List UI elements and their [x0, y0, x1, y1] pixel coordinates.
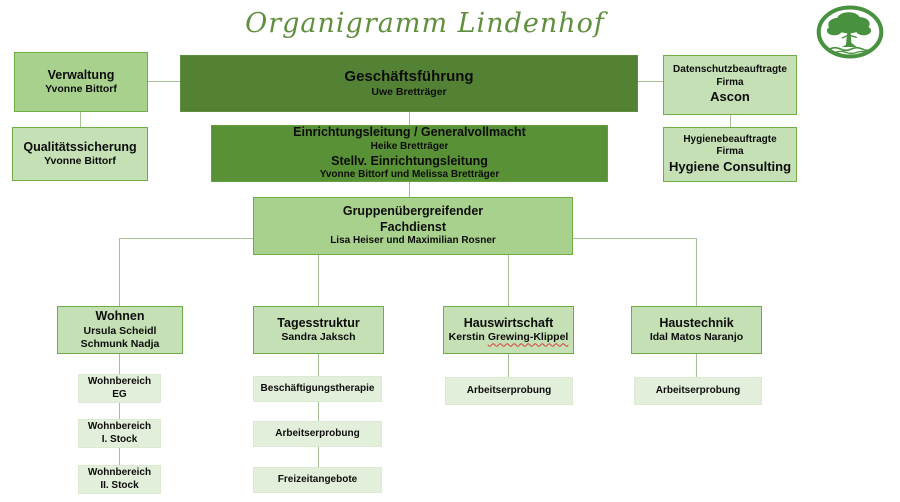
connector-datenschutz-hygiene: [730, 115, 731, 127]
org-box-arbeitserprobung-tagesstruktur: [253, 421, 382, 447]
box-person: [449, 331, 569, 344]
connector-drop-hauswirtschaft: [508, 255, 509, 306]
box-title: Einrichtungsleitung / Generalvollmacht: [293, 125, 526, 140]
box-title-line1: Gruppenübergreifender: [342, 204, 484, 219]
box-person: Heike Bretträger: [370, 141, 449, 152]
org-box-wohnbereich-2stock: [78, 465, 161, 494]
box-deputy-persons: Yvonne Bittorf und Melissa Bretträger: [319, 169, 500, 181]
box-person2: Schmunk Nadja: [80, 337, 160, 350]
connector-arbeit-freizeit: [318, 447, 319, 467]
box-person: Idal Matos Naranjo: [649, 331, 744, 344]
box-role: Datenschutzbeauftragte: [673, 64, 787, 76]
connector-hausw-arbeit: [508, 354, 509, 377]
box-title: Hauswirtschaft: [463, 315, 554, 330]
connector-drop-tagesstruktur: [318, 255, 319, 306]
org-box-wohnbereich-eg: [78, 374, 161, 403]
connector-verwaltung-qualitaet: [80, 112, 81, 127]
person-last-name-spellcheck: Grewing-Klippel: [487, 331, 569, 344]
org-box-arbeitserprobung-haustechnik: [634, 377, 762, 405]
box-deputy-title: Stellv. Einrichtungsleitung: [331, 153, 488, 168]
box-line2: I. Stock: [101, 433, 138, 445]
connector-haust-arbeit: [696, 354, 697, 377]
box-line1: Wohnbereich: [87, 421, 152, 432]
connector-eg-1stock: [119, 403, 120, 419]
connector-einrichtung-fachdienst: [409, 182, 410, 197]
box-label: Arbeitserprobung: [655, 384, 741, 396]
org-box-verwaltung: [14, 52, 148, 112]
connector-drop-haustechnik: [696, 238, 697, 306]
box-role: Hygienebeauftragte: [683, 133, 777, 145]
box-person: Yvonne Bittorf: [44, 155, 116, 168]
org-box-einrichtungsleitung: [211, 125, 608, 182]
box-firma-label: Firma: [716, 146, 744, 158]
connector-1stock-2stock: [119, 448, 120, 465]
org-box-geschaeftsfuehrung: [180, 55, 638, 112]
org-box-haustechnik: [631, 306, 762, 354]
org-box-arbeitserprobung-hauswirtschaft: [445, 377, 573, 405]
box-title: Haustechnik: [659, 315, 734, 330]
box-title: Geschäftsführung: [344, 67, 474, 85]
org-box-freizeitangebote: [253, 467, 382, 493]
box-person: Uwe Bretträger: [371, 86, 447, 99]
box-line2: EG: [112, 388, 127, 400]
box-label: Arbeitserprobung: [275, 427, 360, 439]
box-label: Freizeitangebote: [277, 473, 358, 485]
connector-gf-einrichtung: [409, 112, 410, 125]
org-box-wohnbereich-1stock: [78, 419, 161, 448]
box-person1: Ursula Scheidl: [83, 324, 157, 337]
org-box-tagesstruktur: [253, 306, 384, 354]
page-title: Organigramm Lindenhof: [245, 8, 605, 39]
connector-fachdienst-right-h: [573, 238, 697, 239]
box-person: Yvonne Bittorf: [45, 83, 117, 96]
connector-besch-arbeit: [318, 402, 319, 421]
box-company: Hygiene Consulting: [668, 158, 792, 174]
connector-wohnen-eg: [119, 354, 120, 374]
box-persons: Lisa Heiser und Maximilian Rosner: [330, 235, 496, 247]
org-box-datenschutzbeauftragte: [663, 55, 797, 115]
box-line1: Wohnbereich: [87, 376, 152, 387]
box-title: Tagesstruktur: [277, 315, 360, 330]
box-company: Ascon: [710, 89, 750, 105]
box-line2: II. Stock: [100, 479, 139, 491]
box-title: Wohnen: [95, 309, 145, 324]
person-first-name: Kerstin: [448, 331, 485, 344]
org-box-fachdienst: [253, 197, 573, 255]
box-title-line2: Fachdienst: [380, 219, 446, 234]
org-box-hauswirtschaft: [443, 306, 574, 354]
org-box-hygienebeauftragte: [663, 127, 797, 182]
lindenhof-tree-logo: [816, 4, 884, 60]
connector-drop-wohnen: [119, 238, 120, 306]
org-box-wohnen: [57, 306, 183, 354]
box-label: Arbeitserprobung: [466, 384, 552, 396]
box-label: Beschäftigungstherapie: [260, 382, 375, 394]
org-box-beschaeftigungstherapie: [253, 376, 382, 402]
box-line1: Wohnbereich: [87, 467, 152, 478]
box-title: Qualitätssicherung: [23, 139, 137, 154]
box-person: Sandra Jaksch: [281, 331, 356, 344]
org-box-qualitaetssicherung: [12, 127, 148, 181]
connector-tages-besch: [318, 354, 319, 376]
connector-gf-datenschutz: [638, 81, 663, 82]
connector-fachdienst-left-h: [119, 238, 253, 239]
connector-verwaltung-gf: [148, 81, 180, 82]
box-title: Verwaltung: [47, 67, 115, 82]
box-firma-label: Firma: [716, 76, 744, 88]
tree-logo-icon: [816, 4, 884, 60]
